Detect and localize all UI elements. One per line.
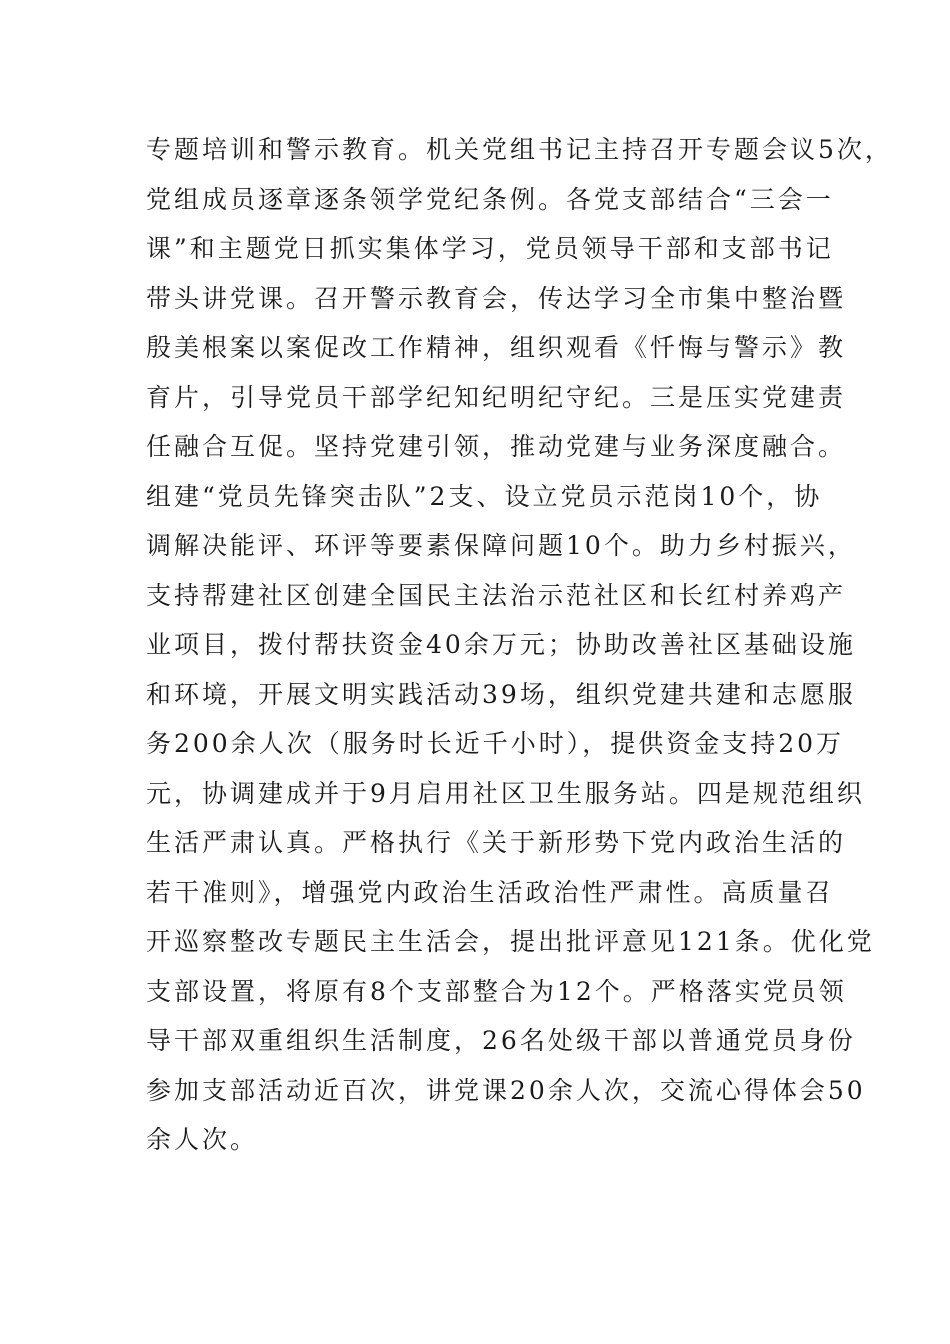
paragraph-line: 若干准则》，增强党内政治生活政治性严肃性。高质量召 bbox=[146, 878, 834, 907]
paragraph-line: 支持帮建社区创建全国民主法治示范社区和长红村养鸡产 bbox=[146, 581, 847, 610]
paragraph-line: 开巡察整改专题民主生活会，提出批评意见121条。优化党 bbox=[146, 927, 875, 956]
paragraph-line: 组建“党员先锋突击队”2支、设立党员示范岗10个，协 bbox=[146, 482, 823, 511]
paragraph-line: 导干部双重组织生活制度，26名处级干部以普通党员身份 bbox=[146, 1026, 856, 1055]
paragraph-line: 党组成员逐章逐条领学党纪条例。各党支部结合“三会一 bbox=[146, 185, 834, 214]
paragraph-line: 和环境，开展文明实践活动39场，组织党建共建和志愿服 bbox=[146, 680, 856, 709]
paragraph-line: 课”和主题党日抓实集体学习，党员领导干部和支部书记 bbox=[146, 234, 834, 263]
paragraph-line: 支部设置，将原有8个支部整合为12个。严格落实党员领 bbox=[146, 977, 847, 1006]
paragraph-line: 专题培训和警示教育。机关党组书记主持召开专题会议5次， bbox=[146, 135, 893, 164]
paragraph-line: 带头讲党课。召开警示教育会，传达学习全市集中整治暨 bbox=[146, 284, 847, 313]
paragraph-line: 元，协调建成并于9月启用社区卫生服务站。四是规范组织 bbox=[146, 779, 865, 808]
paragraph-line: 务200余人次（服务时长近千小时），提供资金支持20万 bbox=[146, 729, 845, 758]
paragraph-line: 业项目，拨付帮扶资金40余万元；协助改善社区基础设施 bbox=[146, 630, 856, 659]
paragraph-line: 殷美根案以案促改工作精神，组织观看《忏悔与警示》教 bbox=[146, 333, 847, 362]
paragraph-line: 余人次。 bbox=[146, 1125, 259, 1154]
paragraph-line: 生活严肃认真。严格执行《关于新形势下党内政治生活的 bbox=[146, 828, 847, 857]
paragraph-line: 参加支部活动近百次，讲党课20余人次，交流心得体会50 bbox=[146, 1076, 866, 1105]
paragraph-line: 育片，引导党员干部学纪知纪明纪守纪。三是压实党建责 bbox=[146, 383, 847, 412]
paragraph-line: 调解决能评、环评等要素保障问题10个。助力乡村振兴， bbox=[146, 531, 856, 560]
paragraph-line: 任融合互促。坚持党建引领，推动党建与业务深度融合。 bbox=[146, 432, 847, 461]
